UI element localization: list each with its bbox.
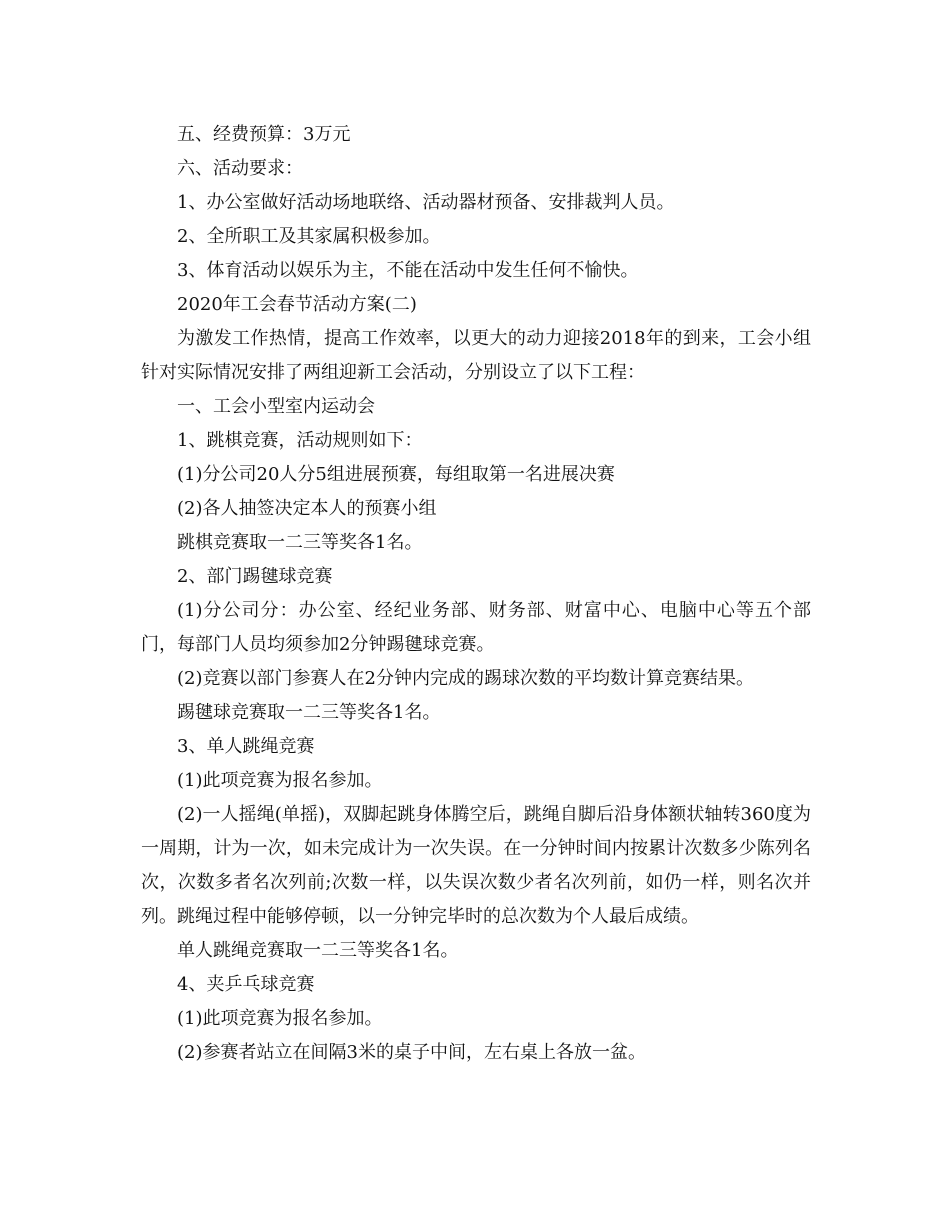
paragraph-checkers-rule-2: (2)各人抽签决定本人的预赛小组 <box>177 498 437 519</box>
paragraph-checkers-prize: 跳棋竞赛取一二三等奖各1名。 <box>177 532 423 553</box>
paragraph-rope-heading: 3、单人跳绳竞赛 <box>177 736 315 757</box>
paragraph-intro: 为激发工作热情，提高工作效率，以更大的动力迎接2018年的到来，工会小组针对实际情况安排了两组迎新工会活动，分别设立了以下工程： <box>141 328 811 383</box>
paragraph-rope-prize: 单人跳绳竞赛取一二三等奖各1名。 <box>177 940 459 961</box>
paragraph-requirement-1: 1、办公室做好活动场地联络、活动器材预备、安排裁判人员。 <box>177 192 675 213</box>
paragraph-requirements-heading: 六、活动要求： <box>177 158 303 179</box>
paragraph-pingpong-rule-1: (1)此项竞赛为报名参加。 <box>177 1008 383 1029</box>
paragraph-section-1: 一、工会小型室内运动会 <box>177 396 375 417</box>
paragraph-rope-rule-2: (2)一人摇绳(单摇)，双脚起跳身体腾空后，跳绳自脚后沿身体额状轴转360度为一周期，计为一次，如未完成计为一次失误。在一分钟时间内按累计次数多少陈列名次，次数多者名次列前;次数一样，以失误次数少者名次列前，如仍一样，则名次并列。跳绳过程中能够停顿，以一分钟完毕时的总次数为个人最后成绩。 <box>141 804 811 927</box>
paragraph-pingpong-rule-2: (2)参赛者站立在间隔3米的桌子中间，左右桌上各放一盆。 <box>177 1042 646 1063</box>
paragraph-shuttlecock-heading: 2、部门踢毽球竞赛 <box>177 566 333 587</box>
paragraph-pingpong-heading: 4、夹乒乓球竞赛 <box>177 974 315 995</box>
paragraph-shuttlecock-rule-2: (2)竞赛以部门参赛人在2分钟内完成的踢球次数的平均数计算竞赛结果。 <box>177 668 754 689</box>
paragraph-checkers-heading: 1、跳棋竞赛，活动规则如下： <box>177 430 423 451</box>
paragraph-shuttlecock-rule-1: (1)分公司分：办公室、经纪业务部、财务部、财富中心、电脑中心等五个部门，每部门人员均须参加2分钟踢毽球竞赛。 <box>141 600 811 655</box>
paragraph-budget: 五、经费预算：3万元 <box>177 124 351 145</box>
paragraph-requirement-3: 3、体育活动以娱乐为主，不能在活动中发生任何不愉快。 <box>177 260 639 281</box>
paragraph-plan-title: 2020年工会春节活动方案(二) <box>177 294 417 315</box>
paragraph-rope-rule-1: (1)此项竞赛为报名参加。 <box>177 770 383 791</box>
document-body <box>141 118 811 1070</box>
paragraph-requirement-2: 2、全所职工及其家属积极参加。 <box>177 226 441 247</box>
paragraph-checkers-rule-1: (1)分公司20人分5组进展预赛，每组取第一名进展决赛 <box>177 464 615 485</box>
paragraph-shuttlecock-prize: 踢毽球竞赛取一二三等奖各1名。 <box>177 702 441 723</box>
